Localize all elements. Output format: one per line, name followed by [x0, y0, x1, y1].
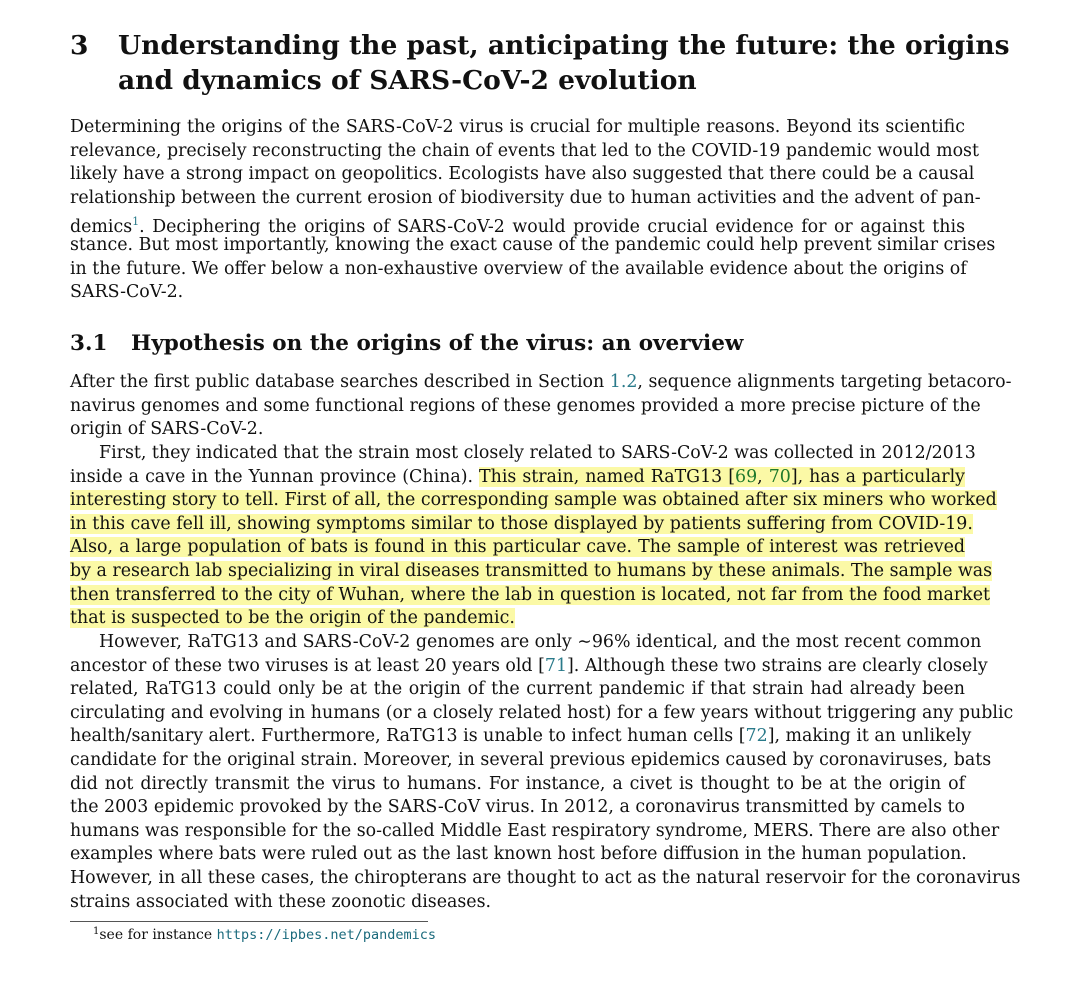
footnote-url-link[interactable]: https://ipbes.net/pandemics	[216, 927, 437, 943]
highlight: This strain, named RaTG13 [69, 70], has a particularly	[479, 466, 965, 487]
paragraph-3: However, RaTG13 and SARS-CoV-2 genomes are only ∼96% identical, and the most recent common ancestor of these two viruses is at least 20 years old [71]. Although these two strains are clearly closely related, RaTG13 could only be at the origin of the current pandemic if that strain had already been circulating and evolving in humans (or a closely related host) for a few years without triggering any public health/sanitary alert. Furthermore, RaTG13 is unable to infect human cells [72], making it an unlikely candidate for the original strain. Moreover, in several previous epidemics caused by coronaviruses, bats did not directly transmit the virus to humans. For instance, a civet is thought to be at the origin of the 2003 epidemic provoked by the SARS-CoV virus. In 2012, a coronavirus transmitted by camels to humans was responsible for the so-called Middle East respiratory syndrome, MERS. There are also other examples where bats were ruled out as the last known host before diffusion in the human population. However, in all these cases, the chiropterans are thought to act as the natural reservoir for the coronavirus strains associated with these zoonotic diseases.	[70, 632, 1021, 912]
footnote-rule	[70, 921, 428, 922]
paragraph-2: First, they indicated that the strain most closely related to SARS-CoV-2 was collected in 2012/2013 inside a cave in the Yunnan province (China). This strain, named RaTG13 [69, 70], has a particularly interesting story to tell. First of all, the corresponding sample was obtained after six miners who worked in this cave fell ill, showing symptoms similar to those displayed by patients suffering from COVID-19. Also, a large population of bats is found in this particular cave. The sample of interest was retrieved by a research lab specializing in viral diseases transmitted to humans by these animals. The sample was then transferred to the city of Wuhan, where the lab in question is located, not far from the food market that is suspected to be the origin of the pandemic.	[70, 443, 997, 629]
footnote: $^1$see for instance https://ipbes.net/pandemics	[93, 926, 437, 943]
paragraph-1: After the first public database searches described in Section 1.2, sequence alignments targeting betacoro- navirus genomes and some functional regions of these genomes provided a more precise picture of the origin of SARS-CoV-2.	[70, 372, 1012, 440]
footnote-ref[interactable]: 1	[132, 215, 140, 229]
citation-link[interactable]: 72	[745, 726, 768, 747]
highlight: by a research lab specializing in viral diseases transmitted to humans by these animals. The sample was	[70, 560, 993, 581]
citation-link[interactable]: 70	[768, 466, 791, 487]
intro-paragraph: Determining the origins of the SARS-CoV-2 virus is crucial for multiple reasons. Beyond its scientific relevance, precisely reconstructing the chain of events that led to the COVID-19 pandemic would most likely have a strong impact on geopolitics. Ecologists have also suggested that there could be a causal relationship between the current erosion of biodiversity due to human activities and the advent of pan- demics$^1$. Deciphering the origins of SARS-CoV-2 would provide crucial evidence for or against this stance. But most importantly, knowing the exact cause of the pandemic could help prevent similar crises in the future. We offer below a non-exhaustive overview of the available evidence about the origins of SARS-CoV-2.	[70, 117, 996, 303]
section-ref-link[interactable]: 1.2	[609, 372, 638, 392]
citation-link[interactable]: 69	[735, 466, 758, 487]
section-number: 3	[70, 30, 89, 61]
subsection-title: Hypothesis on the origins of the virus: an overview	[131, 331, 744, 356]
highlight: then transferred to the city of Wuhan, where the lab in question is located, not far from the food market	[70, 584, 991, 605]
section-title: Understanding the past, anticipating the future: the origins and dynamics of SARS-CoV-2 evolution	[118, 30, 1010, 96]
citation-link[interactable]: 71	[544, 655, 568, 676]
footnote-mark: 1	[93, 926, 100, 937]
highlight: Also, a large population of bats is found in this particular cave. The sample of interest was retrieved	[70, 537, 965, 558]
highlight: in this cave fell ill, showing symptoms similar to those displayed by patients suffering from COVID-19.	[70, 513, 973, 534]
highlight: that is suspected to be the origin of the pandemic.	[70, 608, 515, 629]
highlight: interesting story to tell. First of all, the corresponding sample was obtained after six miners who worked	[70, 490, 997, 511]
subsection-number: 3.1	[70, 331, 108, 356]
